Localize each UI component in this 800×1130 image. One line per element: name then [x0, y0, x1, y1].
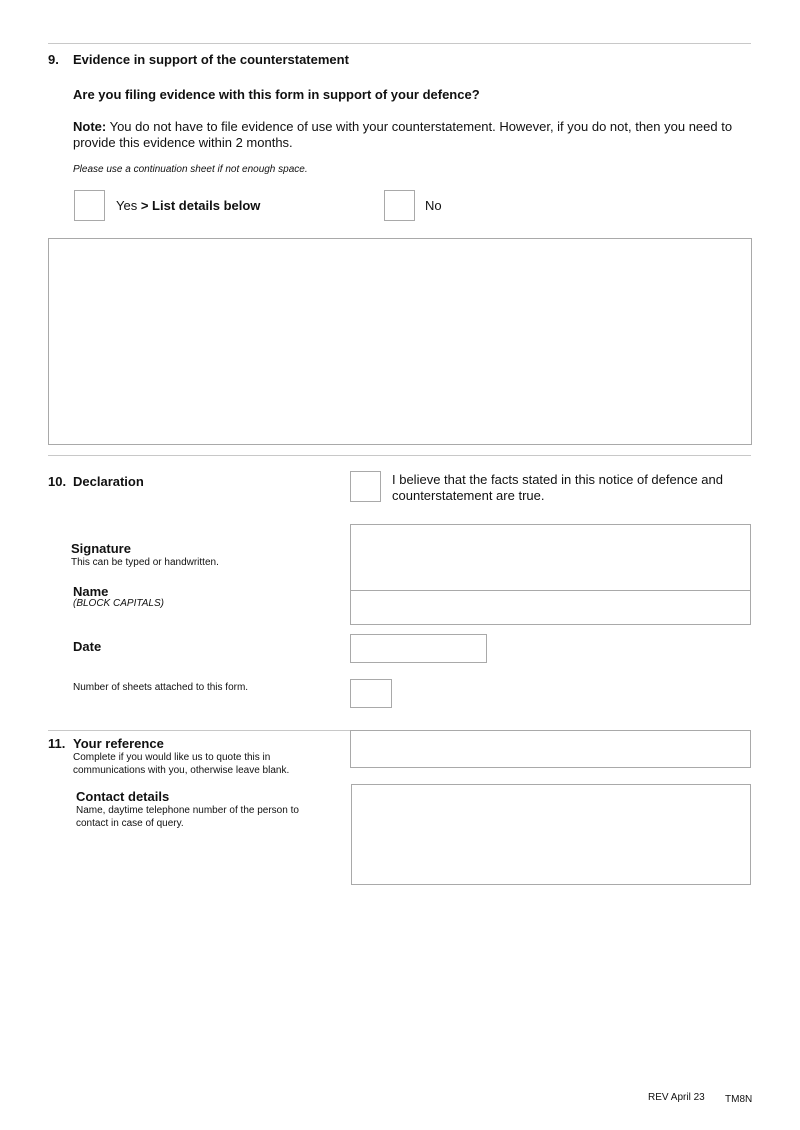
- yes-suffix: > List details below: [140, 198, 261, 213]
- sheets-label: Number of sheets attached to this form.: [73, 682, 249, 693]
- section-11-number: 11.: [48, 736, 66, 751]
- note-label: Note:: [73, 119, 107, 134]
- contact-details-field[interactable]: [351, 784, 751, 885]
- no-label: No: [425, 198, 442, 213]
- evidence-note: [73, 119, 763, 151]
- name-field[interactable]: [350, 590, 751, 625]
- section-11-title: Your reference: [73, 736, 164, 751]
- reference-hint: Complete if you would like us to quote this in communications with you, otherwise leave blank.: [73, 752, 290, 776]
- revision-label: REV April 23: [648, 1092, 705, 1103]
- yes-option-label: [116, 198, 260, 214]
- signature-field[interactable]: [350, 524, 751, 591]
- contact-details-hint: Name, daytime telephone number of the person to contact in case of query.: [76, 805, 299, 829]
- evidence-question: Are you filing evidence with this form in support of your defence?: [73, 87, 480, 102]
- date-label: Date: [73, 639, 102, 654]
- yes-label: Yes: [116, 198, 138, 213]
- declaration-text: I believe that the facts stated in this notice of defence and counterstatement are true.: [392, 472, 723, 503]
- name-label: Name: [73, 584, 109, 599]
- contact-details-label: Contact details: [76, 789, 170, 804]
- section-10-divider: [48, 455, 751, 456]
- date-field[interactable]: [350, 634, 487, 663]
- top-divider: [48, 43, 751, 44]
- continuation-hint: Please use a continuation sheet if not enough space.: [73, 164, 308, 175]
- yes-checkbox[interactable]: [74, 190, 105, 221]
- note-text: You do not have to file evidence of use with your counterstatement. However, if you do not, then you need to provide this evidence within 2 months.: [73, 119, 733, 150]
- section-9-number: 9.: [48, 52, 59, 67]
- signature-label: Signature: [71, 541, 131, 556]
- sheets-count-field[interactable]: [350, 679, 392, 708]
- section-10-title: Declaration: [73, 474, 144, 489]
- section-10-number: 10.: [48, 474, 67, 489]
- form-code: TM8N: [725, 1094, 753, 1105]
- declaration-checkbox[interactable]: [350, 471, 381, 502]
- section-9-title: Evidence in support of the counterstatement: [73, 52, 349, 67]
- reference-field[interactable]: [350, 730, 751, 768]
- no-checkbox[interactable]: [384, 190, 415, 221]
- evidence-details-field[interactable]: [48, 238, 752, 445]
- signature-hint: This can be typed or handwritten.: [71, 557, 219, 568]
- name-hint: (BLOCK CAPITALS): [73, 598, 164, 609]
